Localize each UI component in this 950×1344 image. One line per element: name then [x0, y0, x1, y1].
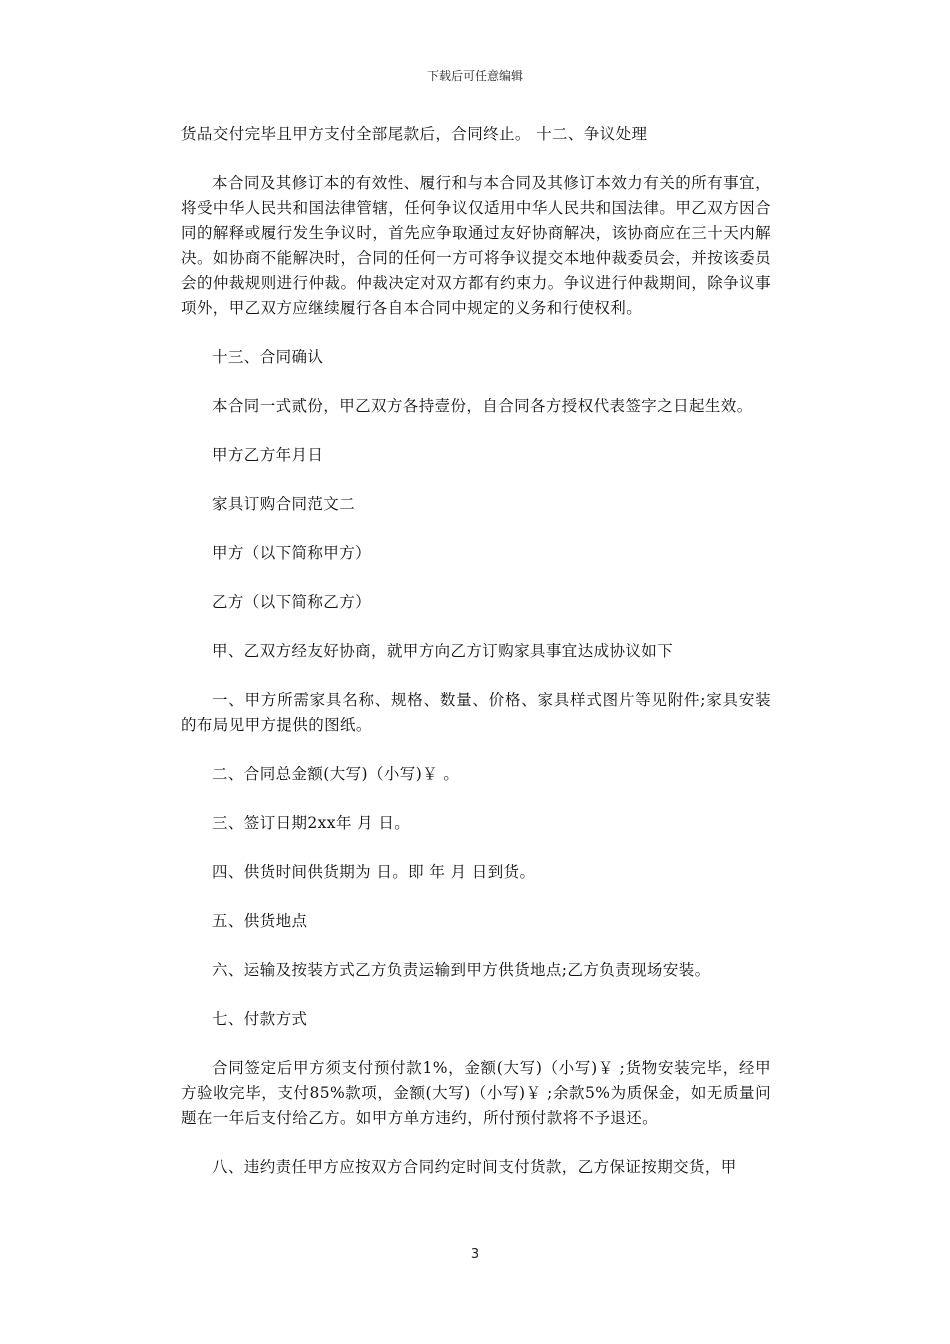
signature-line: 甲方乙方年月日: [212, 446, 324, 464]
paragraph: 本合同一式贰份，甲乙双方各持壹份，自合同各方授权代表签字之日起生效。: [212, 397, 753, 415]
clause: 六、运输及按装方式乙方负责运输到甲方供货地点;乙方负责现场安装。: [212, 961, 711, 979]
party-a-line: 甲方（以下简称甲方）: [212, 544, 372, 562]
clause: 八、违约责任甲方应按双方合同约定时间支付货款，乙方保证按期交货，甲: [212, 1158, 737, 1176]
party-b-line: 乙方（以下简称乙方）: [212, 593, 372, 611]
page-number: 3: [470, 1247, 480, 1262]
clause: 五、供货地点: [212, 912, 308, 930]
paragraph: 本合同及其修订本的有效性、履行和与本合同及其修订本效力有关的所有事宜，将受中华人民共和国法律管辖，任何争议仅适用中华人民共和国法律。甲乙双方因合同的解释或履行发生争议时，首先应争取通过友好协商解决，该协商应在三十天内解决。如协商不能解决时，合同的任何一方可将争议提交本地仲裁委员会，并按该委员会的仲裁规则进行仲裁。仲裁决定对双方都有约束力。争议进行仲裁期间，除争议事项外，甲乙双方应继续履行各自本合同中规定的义务和行使权利。: [181, 174, 771, 317]
section-heading: 十三、合同确认: [212, 348, 324, 366]
clause: 二、合同总金额(大写)（小写)￥ 。: [212, 765, 460, 783]
page-header: 下载后可任意编辑: [426, 69, 523, 83]
clause: 三、签订日期2xx年 月 日。: [212, 814, 411, 832]
document-subtitle: 家具订购合同范文二: [212, 495, 356, 513]
clause: 合同签定后甲方须支付预付款1%，金额(大写)（小写)￥ ;货物安装完毕，经甲方验收完毕，支付85%款项，金额(大写)（小写)￥ ;余款5%为质保金，如无质量问题在一年后支付给乙方。如甲方单方违约，所付预付款将不予退还。: [181, 1059, 771, 1127]
clause: 一、甲方所需家具名称、规格、数量、价格、家具样式图片等见附件;家具安装的布局见甲方提供的图纸。: [181, 691, 771, 734]
clause: 四、供货时间供货期为 日。即 年 月 日到货。: [212, 863, 536, 881]
clause: 七、付款方式: [212, 1010, 308, 1028]
paragraph: 货品交付完毕且甲方支付全部尾款后，合同终止。 十二、争议处理: [181, 125, 648, 143]
document-body: [181, 122, 771, 1204]
paragraph: 甲、乙双方经友好协商，就甲方向乙方订购家具事宜达成协议如下: [212, 642, 674, 660]
